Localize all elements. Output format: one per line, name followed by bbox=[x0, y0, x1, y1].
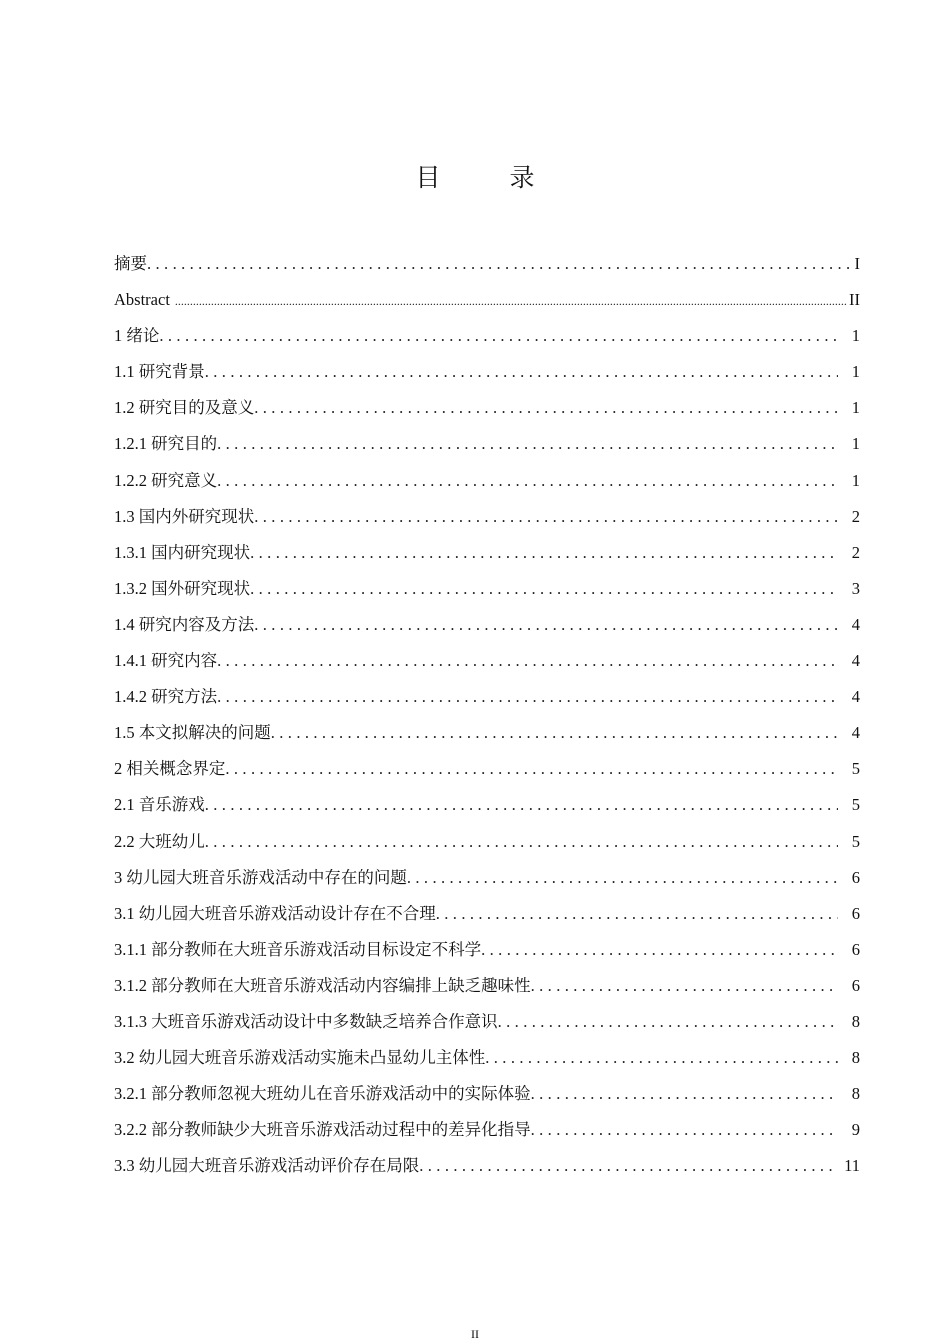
toc-entry-page: 1 bbox=[851, 470, 860, 490]
toc-entry-page: 6 bbox=[851, 975, 860, 995]
toc-entry[interactable] bbox=[114, 577, 860, 613]
toc-entry-label: 1.3 国内外研究现状 bbox=[114, 506, 255, 526]
toc-entry[interactable] bbox=[114, 902, 860, 938]
toc-entry[interactable] bbox=[114, 757, 860, 793]
dot-leader bbox=[217, 432, 838, 456]
toc-entry[interactable] bbox=[114, 793, 860, 829]
dot-leader bbox=[481, 938, 838, 962]
toc-entry[interactable] bbox=[114, 469, 860, 505]
toc-entry-label: 1.4.1 研究内容 bbox=[114, 651, 218, 671]
toc-entry-label: 2.1 音乐游戏 bbox=[114, 795, 205, 815]
dot-leader bbox=[485, 1046, 838, 1070]
toc-entry-page: 9 bbox=[851, 1120, 860, 1140]
toc-entry-label: 3.1.1 部分教师在大班音乐游戏活动目标设定不科学 bbox=[114, 939, 482, 959]
dot-leader bbox=[217, 649, 838, 673]
toc-entry[interactable] bbox=[114, 432, 860, 468]
toc-entry-page: 8 bbox=[851, 1011, 860, 1031]
dot-leader bbox=[254, 396, 838, 420]
dot-leader bbox=[254, 505, 838, 529]
toc-entry-page: 8 bbox=[851, 1048, 860, 1068]
toc-entry-label: 1.5 本文拟解决的问题 bbox=[114, 723, 271, 743]
toc-entry[interactable] bbox=[114, 649, 860, 685]
toc-entry-label: 1.2 研究目的及意义 bbox=[114, 398, 255, 418]
toc-entry-page: 2 bbox=[851, 542, 860, 562]
toc-entry[interactable] bbox=[114, 938, 860, 974]
toc-entry[interactable] bbox=[114, 721, 860, 757]
toc-entry-label: 1.1 研究背景 bbox=[114, 362, 205, 382]
toc-entry[interactable] bbox=[114, 685, 860, 721]
table-of-contents bbox=[114, 252, 860, 1190]
toc-entry[interactable] bbox=[114, 252, 860, 288]
dot-leader bbox=[147, 252, 851, 276]
dot-leader bbox=[498, 1010, 838, 1034]
toc-entry-label: 1.4.2 研究方法 bbox=[114, 687, 218, 707]
toc-entry-label: 1.3.2 国外研究现状 bbox=[114, 578, 251, 598]
toc-entry[interactable] bbox=[114, 324, 860, 360]
toc-entry-label: 3.2 幼儿园大班音乐游戏活动实施未凸显幼儿主体性 bbox=[114, 1048, 486, 1068]
dot-leader bbox=[205, 360, 838, 384]
toc-entry[interactable] bbox=[114, 541, 860, 577]
toc-entry-label: Abstract bbox=[114, 290, 170, 310]
toc-entry-page: 3 bbox=[851, 578, 860, 598]
toc-entry-page: 8 bbox=[851, 1084, 860, 1104]
toc-entry-label: 3.3 幼儿园大班音乐游戏活动评价存在局限 bbox=[114, 1156, 420, 1176]
toc-entry-label: 2 相关概念界定 bbox=[114, 759, 226, 779]
toc-entry-page: 4 bbox=[851, 651, 860, 671]
toc-entry-label: 3.1.3 大班音乐游戏活动设计中多数缺乏培养合作意识 bbox=[114, 1011, 498, 1031]
toc-entry-label: 2.2 大班幼儿 bbox=[114, 831, 205, 851]
dot-leader bbox=[531, 1118, 838, 1142]
toc-entry-page: 4 bbox=[851, 687, 860, 707]
toc-entry[interactable] bbox=[114, 1118, 860, 1154]
toc-entry-page: 5 bbox=[851, 831, 860, 851]
toc-entry-page: 4 bbox=[851, 723, 860, 743]
toc-entry-page: 4 bbox=[851, 614, 860, 634]
dot-leader bbox=[531, 974, 838, 998]
toc-entry[interactable] bbox=[114, 613, 860, 649]
toc-entry-page: 1 bbox=[851, 398, 860, 418]
toc-entry-label: 3.2.1 部分教师忽视大班幼儿在音乐游戏活动中的实际体验 bbox=[114, 1084, 531, 1104]
toc-entry[interactable] bbox=[114, 288, 860, 324]
toc-entry[interactable] bbox=[114, 1010, 860, 1046]
page-number: II bbox=[471, 1327, 479, 1341]
toc-entry[interactable] bbox=[114, 1154, 860, 1190]
dot-leader bbox=[175, 289, 847, 313]
toc-entry-page: 11 bbox=[844, 1156, 860, 1176]
toc-entry-page: II bbox=[849, 290, 860, 310]
toc-entry-page: 1 bbox=[851, 326, 860, 346]
dot-leader bbox=[250, 577, 838, 601]
toc-entry-label: 3 幼儿园大班音乐游戏活动中存在的问题 bbox=[114, 867, 407, 887]
toc-entry[interactable] bbox=[114, 1046, 860, 1082]
toc-entry[interactable] bbox=[114, 505, 860, 541]
toc-entry-page: 6 bbox=[851, 867, 860, 887]
toc-entry-page: 6 bbox=[851, 903, 860, 923]
toc-entry-page: 5 bbox=[851, 795, 860, 815]
dot-leader bbox=[419, 1154, 838, 1178]
toc-entry-page: 1 bbox=[851, 434, 860, 454]
dot-leader bbox=[217, 685, 838, 709]
toc-entry[interactable] bbox=[114, 830, 860, 866]
dot-leader bbox=[271, 721, 838, 745]
toc-entry[interactable] bbox=[114, 974, 860, 1010]
page-title: 目 录 bbox=[415, 163, 557, 192]
toc-entry-label: 1.4 研究内容及方法 bbox=[114, 614, 255, 634]
toc-entry-page: 2 bbox=[851, 506, 860, 526]
toc-entry-page: 1 bbox=[851, 362, 860, 382]
toc-entry[interactable] bbox=[114, 396, 860, 432]
toc-entry-label: 1 绪论 bbox=[114, 326, 160, 346]
toc-entry-label: 3.1 幼儿园大班音乐游戏活动设计存在不合理 bbox=[114, 903, 436, 923]
dot-leader bbox=[531, 1082, 838, 1106]
dot-leader bbox=[254, 613, 838, 637]
dot-leader bbox=[159, 324, 838, 348]
dot-leader bbox=[217, 469, 838, 493]
toc-entry-page: 6 bbox=[851, 939, 860, 959]
toc-entry-label: 1.3.1 国内研究现状 bbox=[114, 542, 251, 562]
toc-entry-label: 摘要 bbox=[114, 254, 147, 273]
toc-entry-label: 3.2.2 部分教师缺少大班音乐游戏活动过程中的差异化指导 bbox=[114, 1120, 531, 1140]
toc-entry-label: 1.2.2 研究意义 bbox=[114, 470, 218, 490]
dot-leader bbox=[407, 866, 838, 890]
dot-leader bbox=[205, 793, 838, 817]
dot-leader bbox=[225, 757, 838, 781]
toc-entry[interactable] bbox=[114, 1082, 860, 1118]
dot-leader bbox=[436, 902, 838, 926]
toc-entry-page: I bbox=[854, 254, 860, 273]
toc-entry-label: 1.2.1 研究目的 bbox=[114, 434, 218, 454]
toc-entry-page: 5 bbox=[851, 759, 860, 779]
toc-entry[interactable] bbox=[114, 866, 860, 902]
dot-leader bbox=[250, 541, 838, 565]
dot-leader bbox=[205, 830, 838, 854]
toc-entry-label: 3.1.2 部分教师在大班音乐游戏活动内容编排上缺乏趣味性 bbox=[114, 975, 531, 995]
toc-entry[interactable] bbox=[114, 360, 860, 396]
